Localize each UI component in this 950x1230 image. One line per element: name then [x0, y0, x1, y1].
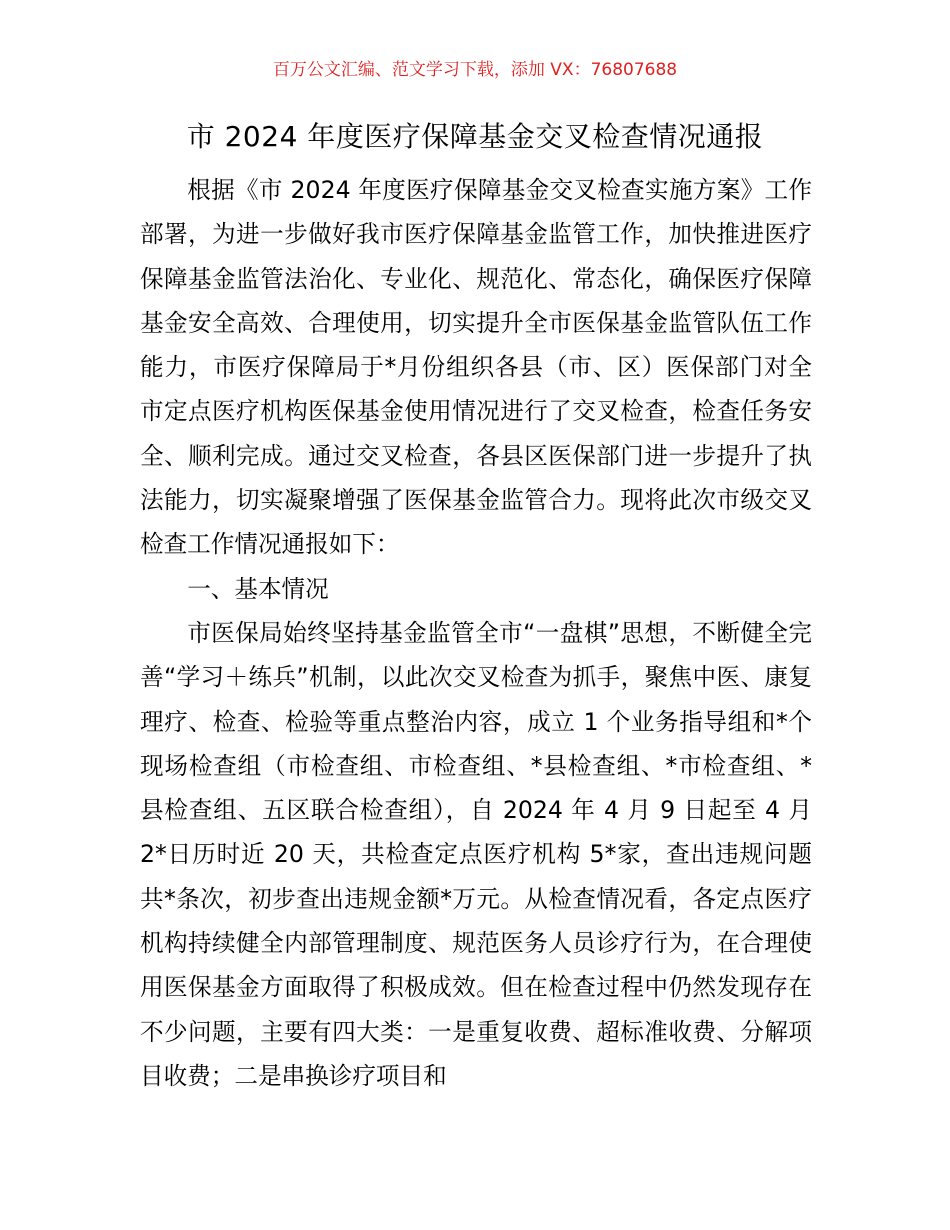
document-title: 市 2024 年度医疗保障基金交叉检查情况通报 [186, 120, 764, 153]
body-paragraph-intro: 根据《市 2024 年度医疗保障基金交叉检查实施方案》工作部署，为进一步做好我市医疗保障基金监管工作，加快推进医疗保障基金监管法治化、专业化、规范化、常态化，确保医疗保障基金安全高效、合理使用，切实提升全市医保基金监管队伍工作能力，市医疗保障局于*月份组织各县（市、区）医保部门对全市定点医疗机构医保基金使用情况进行了交叉检查，检查任务安全、顺利完成。通过交叉检查，各县区医保部门进一步提升了执法能力，切实凝聚增强了医保基金监管合力。现将此次市级交叉检查工作情况通报如下： [140, 176, 812, 559]
body-paragraph-basic-situation: 市医保局始终坚持基金监管全市“一盘棋”思想，不断健全完善“学习＋练兵”机制，以此次交叉检查为抓手，聚焦中医、康复理疗、检查、检验等重点整治内容，成立 1 个业务指导组和*个现场检查组（市检查组、市检查组、*县检查组、*市检查组、*县检查组、五区联合检查组），自 2024 年 4 月 9 日起至 4 月 2*日历时近 20 天，共检查定点医疗机构 5*家，查出违规问题共*条次，初步查出违规金额*万元。从检查情况看，各定点医疗机构持续健全内部管理制度、规范医务人员诊疗行为，在合理使用医保基金方面取得了积极成效。但在检查过程中仍然发现存在不少问题，主要有四大类：一是重复收费、超标准收费、分解项目收费；二是串换诊疗项目和 [140, 618, 812, 1090]
document-body [140, 168, 812, 1098]
section-heading-basic-situation: 一、基本情况 [187, 574, 329, 603]
header-watermark-note: 百万公文汇编、范文学习下载，添加 VX：76807688 [272, 60, 678, 80]
